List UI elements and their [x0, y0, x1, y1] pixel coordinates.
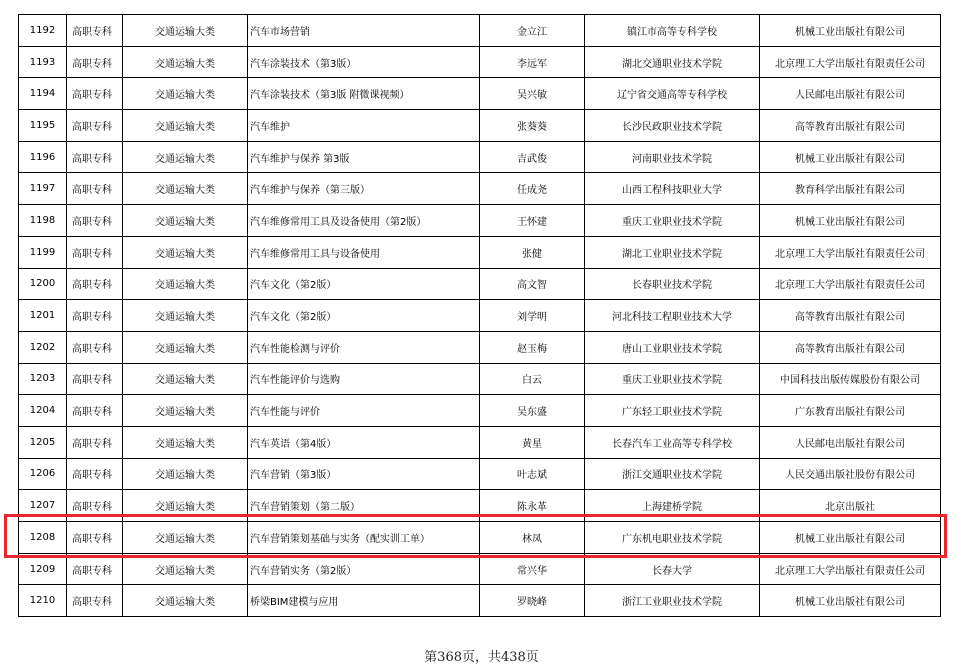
- cell-school: 广东轻工职业技术学院: [585, 395, 760, 427]
- cell-level: 高职专科: [67, 331, 123, 363]
- cell-publisher: 人民邮电出版社有限公司: [760, 426, 941, 458]
- cell-level: 高职专科: [67, 363, 123, 395]
- cell-id: 1193: [19, 46, 67, 78]
- cell-author: 吴东盛: [480, 395, 585, 427]
- cell-school: 浙江工业职业技术学院: [585, 585, 760, 617]
- table-row: [19, 110, 941, 142]
- cell-publisher: 机械工业出版社有限公司: [760, 585, 941, 617]
- table-row: [19, 522, 941, 554]
- cell-title: 汽车英语（第4版）: [248, 426, 480, 458]
- cell-school: 辽宁省交通高等专科学校: [585, 78, 760, 110]
- cell-school: 长春汽车工业高等专科学校: [585, 426, 760, 458]
- table-row: [19, 141, 941, 173]
- cell-title: 汽车维护与保养 第3版: [248, 141, 480, 173]
- cell-id: 1196: [19, 141, 67, 173]
- table-row: [19, 268, 941, 300]
- table-row: [19, 300, 941, 332]
- cell-level: 高职专科: [67, 585, 123, 617]
- cell-publisher: 人民邮电出版社有限公司: [760, 78, 941, 110]
- cell-publisher: 北京理工大学出版社有限责任公司: [760, 268, 941, 300]
- cell-id: 1200: [19, 268, 67, 300]
- cell-category: 交通运输大类: [123, 78, 248, 110]
- cell-title: 桥梁BIM建模与应用: [248, 585, 480, 617]
- cell-title: 汽车市场营销: [248, 15, 480, 47]
- cell-category: 交通运输大类: [123, 15, 248, 47]
- cell-category: 交通运输大类: [123, 331, 248, 363]
- cell-author: 张葵葵: [480, 110, 585, 142]
- cell-category: 交通运输大类: [123, 110, 248, 142]
- cell-id: 1208: [19, 522, 67, 554]
- cell-level: 高职专科: [67, 173, 123, 205]
- cell-level: 高职专科: [67, 78, 123, 110]
- cell-category: 交通运输大类: [123, 553, 248, 585]
- cell-level: 高职专科: [67, 268, 123, 300]
- cell-title: 汽车维修常用工具及设备使用（第2版）: [248, 205, 480, 237]
- cell-category: 交通运输大类: [123, 490, 248, 522]
- cell-title: 汽车维护: [248, 110, 480, 142]
- cell-level: 高职专科: [67, 15, 123, 47]
- cell-title: 汽车涂装技术（第3版 附微课视频）: [248, 78, 480, 110]
- cell-school: 湖北交通职业技术学院: [585, 46, 760, 78]
- table-body: [19, 15, 941, 617]
- cell-title: 汽车性能与评价: [248, 395, 480, 427]
- cell-level: 高职专科: [67, 110, 123, 142]
- table-row: [19, 363, 941, 395]
- cell-title: 汽车营销策划基础与实务（配实训工单）: [248, 522, 480, 554]
- cell-category: 交通运输大类: [123, 585, 248, 617]
- table-row: [19, 426, 941, 458]
- cell-category: 交通运输大类: [123, 426, 248, 458]
- cell-category: 交通运输大类: [123, 300, 248, 332]
- cell-level: 高职专科: [67, 553, 123, 585]
- cell-publisher: 机械工业出版社有限公司: [760, 15, 941, 47]
- cell-author: 罗晓峰: [480, 585, 585, 617]
- cell-publisher: 北京理工大学出版社有限责任公司: [760, 553, 941, 585]
- cell-publisher: 高等教育出版社有限公司: [760, 110, 941, 142]
- cell-category: 交通运输大类: [123, 205, 248, 237]
- cell-author: 赵玉梅: [480, 331, 585, 363]
- cell-title: 汽车维修常用工具与设备使用: [248, 236, 480, 268]
- cell-level: 高职专科: [67, 300, 123, 332]
- cell-id: 1206: [19, 458, 67, 490]
- cell-school: 重庆工业职业技术学院: [585, 205, 760, 237]
- cell-author: 黄星: [480, 426, 585, 458]
- cell-school: 河南职业技术学院: [585, 141, 760, 173]
- textbook-table: [18, 14, 941, 617]
- table-row: [19, 46, 941, 78]
- cell-title: 汽车涂装技术（第3版）: [248, 46, 480, 78]
- cell-school: 河北科技工程职业技术大学: [585, 300, 760, 332]
- cell-level: 高职专科: [67, 236, 123, 268]
- cell-title: 汽车文化（第2版）: [248, 300, 480, 332]
- cell-title: 汽车营销实务（第2版）: [248, 553, 480, 585]
- cell-level: 高职专科: [67, 458, 123, 490]
- cell-id: 1192: [19, 15, 67, 47]
- cell-school: 重庆工业职业技术学院: [585, 363, 760, 395]
- cell-school: 浙江交通职业技术学院: [585, 458, 760, 490]
- cell-category: 交通运输大类: [123, 141, 248, 173]
- table-row: [19, 331, 941, 363]
- cell-author: 李远军: [480, 46, 585, 78]
- cell-author: 金立江: [480, 15, 585, 47]
- cell-id: 1198: [19, 205, 67, 237]
- cell-publisher: 高等教育出版社有限公司: [760, 331, 941, 363]
- cell-id: 1203: [19, 363, 67, 395]
- table-row: [19, 205, 941, 237]
- cell-author: 吴兴敏: [480, 78, 585, 110]
- cell-id: 1195: [19, 110, 67, 142]
- cell-id: 1207: [19, 490, 67, 522]
- cell-school: 长沙民政职业技术学院: [585, 110, 760, 142]
- cell-title: 汽车维护与保养（第三版）: [248, 173, 480, 205]
- cell-publisher: 人民交通出版社股份有限公司: [760, 458, 941, 490]
- cell-author: 任成尧: [480, 173, 585, 205]
- cell-author: 常兴华: [480, 553, 585, 585]
- table-row: [19, 78, 941, 110]
- cell-category: 交通运输大类: [123, 236, 248, 268]
- cell-title: 汽车性能检测与评价: [248, 331, 480, 363]
- cell-level: 高职专科: [67, 205, 123, 237]
- cell-author: 陈永革: [480, 490, 585, 522]
- table-row: [19, 585, 941, 617]
- cell-category: 交通运输大类: [123, 46, 248, 78]
- cell-publisher: 北京理工大学出版社有限责任公司: [760, 236, 941, 268]
- cell-title: 汽车文化（第2版）: [248, 268, 480, 300]
- table-row: [19, 173, 941, 205]
- cell-school: 广东机电职业技术学院: [585, 522, 760, 554]
- page-number: 第368页，共438页: [424, 650, 539, 665]
- table-row: [19, 236, 941, 268]
- cell-author: 张健: [480, 236, 585, 268]
- cell-title: 汽车性能评价与选购: [248, 363, 480, 395]
- cell-publisher: 机械工业出版社有限公司: [760, 522, 941, 554]
- cell-publisher: 教育科学出版社有限公司: [760, 173, 941, 205]
- cell-id: 1197: [19, 173, 67, 205]
- table-row: [19, 553, 941, 585]
- cell-category: 交通运输大类: [123, 268, 248, 300]
- cell-category: 交通运输大类: [123, 363, 248, 395]
- table-row: [19, 395, 941, 427]
- table-row: [19, 15, 941, 47]
- cell-category: 交通运输大类: [123, 173, 248, 205]
- cell-school: 长春大学: [585, 553, 760, 585]
- cell-category: 交通运输大类: [123, 458, 248, 490]
- table-row: [19, 490, 941, 522]
- cell-school: 镇江市高等专科学校: [585, 15, 760, 47]
- cell-id: 1204: [19, 395, 67, 427]
- cell-school: 唐山工业职业技术学院: [585, 331, 760, 363]
- cell-level: 高职专科: [67, 141, 123, 173]
- cell-level: 高职专科: [67, 426, 123, 458]
- cell-author: 叶志斌: [480, 458, 585, 490]
- cell-author: 白云: [480, 363, 585, 395]
- cell-author: 吉武俊: [480, 141, 585, 173]
- cell-author: 王怀建: [480, 205, 585, 237]
- cell-level: 高职专科: [67, 46, 123, 78]
- cell-publisher: 机械工业出版社有限公司: [760, 205, 941, 237]
- cell-level: 高职专科: [67, 522, 123, 554]
- cell-author: 林凤: [480, 522, 585, 554]
- cell-publisher: 广东教育出版社有限公司: [760, 395, 941, 427]
- cell-category: 交通运输大类: [123, 395, 248, 427]
- cell-publisher: 机械工业出版社有限公司: [760, 141, 941, 173]
- cell-id: 1199: [19, 236, 67, 268]
- cell-title: 汽车营销（第3版）: [248, 458, 480, 490]
- cell-id: 1210: [19, 585, 67, 617]
- cell-school: 湖北工业职业技术学院: [585, 236, 760, 268]
- cell-id: 1194: [19, 78, 67, 110]
- cell-publisher: 高等教育出版社有限公司: [760, 300, 941, 332]
- cell-id: 1205: [19, 426, 67, 458]
- cell-school: 上海建桥学院: [585, 490, 760, 522]
- cell-school: 长春职业技术学院: [585, 268, 760, 300]
- cell-author: 高文智: [480, 268, 585, 300]
- cell-title: 汽车营销策划（第二版）: [248, 490, 480, 522]
- cell-id: 1202: [19, 331, 67, 363]
- cell-category: 交通运输大类: [123, 522, 248, 554]
- cell-publisher: 北京理工大学出版社有限责任公司: [760, 46, 941, 78]
- cell-school: 山西工程科技职业大学: [585, 173, 760, 205]
- cell-level: 高职专科: [67, 490, 123, 522]
- cell-level: 高职专科: [67, 395, 123, 427]
- cell-author: 刘学明: [480, 300, 585, 332]
- cell-publisher: 中国科技出版传媒股份有限公司: [760, 363, 941, 395]
- cell-publisher: 北京出版社: [760, 490, 941, 522]
- cell-id: 1209: [19, 553, 67, 585]
- table-row: [19, 458, 941, 490]
- cell-id: 1201: [19, 300, 67, 332]
